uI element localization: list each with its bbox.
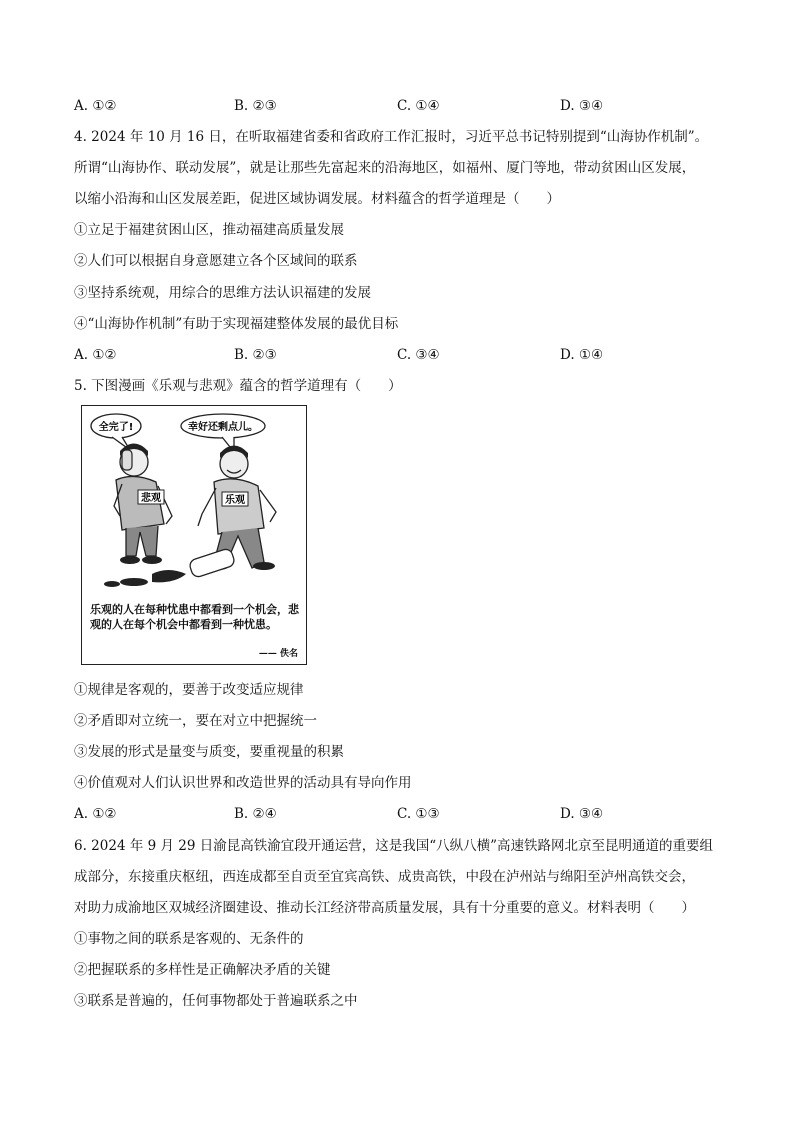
q5-options [74, 805, 734, 823]
q5-item-1: ①规律是客观的，要善于改变适应规律 [74, 682, 304, 698]
q3-option-c: C. ①④ [397, 98, 440, 114]
q4-item-1: ①立足于福建贫困山区，推动福建高质量发展 [74, 222, 344, 238]
bubble-right-text: 幸好还剩点儿。 [188, 422, 258, 433]
bubble-left-text: 全完了! [98, 422, 134, 433]
q4-option-a: A. ①② [74, 347, 117, 363]
q5-item-3: ③发展的形式是量变与质变，要重视量的积累 [74, 744, 344, 760]
q3-option-b: B. ②③ [234, 98, 277, 114]
q6-item-2: ②把握联系的多样性是正确解决矛盾的关键 [74, 962, 331, 978]
q4-stem-line-2: 所谓“山海协作、联动发展”，就是让那些先富起来的沿海地区，如福州、厦门等地，带动贫困山区发展， [74, 160, 696, 176]
q3-options [74, 97, 734, 115]
q6-stem-line-1: 6. 2024 年 9 月 29 日渝昆高铁渝宜段开通运营，这是我国“八纵八横”高速铁路网北京至昆明通道的重要组 [74, 838, 714, 854]
spilled-bottle [104, 548, 236, 587]
cartoon-caption: 乐观的人在每种忧患中都看到一个机会，悲观的人在每个机会中都看到一种忧患。 [90, 603, 299, 631]
q6-stem-line-2: 成部分，东接重庆枢纽，西连成都至自贡至宜宾高铁、成贵高铁，中段在泸州站与绵阳至泸州高铁交会， [74, 869, 695, 885]
optimism-pessimism-cartoon [81, 405, 307, 665]
q4-option-d: D. ①④ [560, 347, 604, 363]
pessimist-figure [114, 444, 172, 565]
q4-stem-line-1: 4. 2024 年 10 月 16 日，在听取福建省委和省政府工作汇报时，习近平总书记特别提到“山海协作机制”。 [74, 129, 709, 145]
q6-stem-line-3: 对助力成渝地区双城经济圈建设、推动长江经济带高质量发展，具有十分重要的意义。材料表明（ ） [74, 900, 695, 916]
q5-option-b: B. ②④ [234, 806, 277, 822]
q3-option-a: A. ①② [74, 98, 117, 114]
q4-item-3: ③坚持系统观，用综合的思维方法认识福建的发展 [74, 285, 371, 301]
q6-item-3: ③联系是普遍的，任何事物都处于普遍联系之中 [74, 993, 358, 1009]
q4-stem-line-3: 以缩小沿海和山区发展差距，促进区域协调发展。材料蕴含的哲学道理是（ ） [74, 191, 560, 207]
q5-item-4: ④价值观对人们认识世界和改造世界的活动具有导向作用 [74, 775, 412, 791]
q3-option-d: D. ③④ [560, 98, 604, 114]
q5-stem: 5. 下图漫画《乐观与悲观》蕴含的哲学道理有（ ） [74, 378, 402, 394]
q5-option-c: C. ①③ [397, 806, 440, 822]
optimist-figure [198, 446, 276, 571]
pessimist-shirt-label: 悲观 [141, 493, 161, 504]
q4-option-c: C. ③④ [397, 347, 440, 363]
cartoon-author: —— 佚名 [258, 649, 298, 659]
q4-options [74, 346, 734, 364]
optimist-shirt-label: 乐观 [225, 495, 245, 506]
q4-item-4: ④“山海协作机制”有助于实现福建整体发展的最优目标 [74, 316, 399, 332]
q5-item-2: ②矛盾即对立统一，要在对立中把握统一 [74, 713, 317, 729]
q6-item-1: ①事物之间的联系是客观的、无条件的 [74, 931, 304, 947]
q5-option-d: D. ③④ [560, 806, 604, 822]
q4-option-b: B. ②③ [234, 347, 277, 363]
q4-item-2: ②人们可以根据自身意愿建立各个区域间的联系 [74, 253, 358, 269]
q5-option-a: A. ①② [74, 806, 117, 822]
